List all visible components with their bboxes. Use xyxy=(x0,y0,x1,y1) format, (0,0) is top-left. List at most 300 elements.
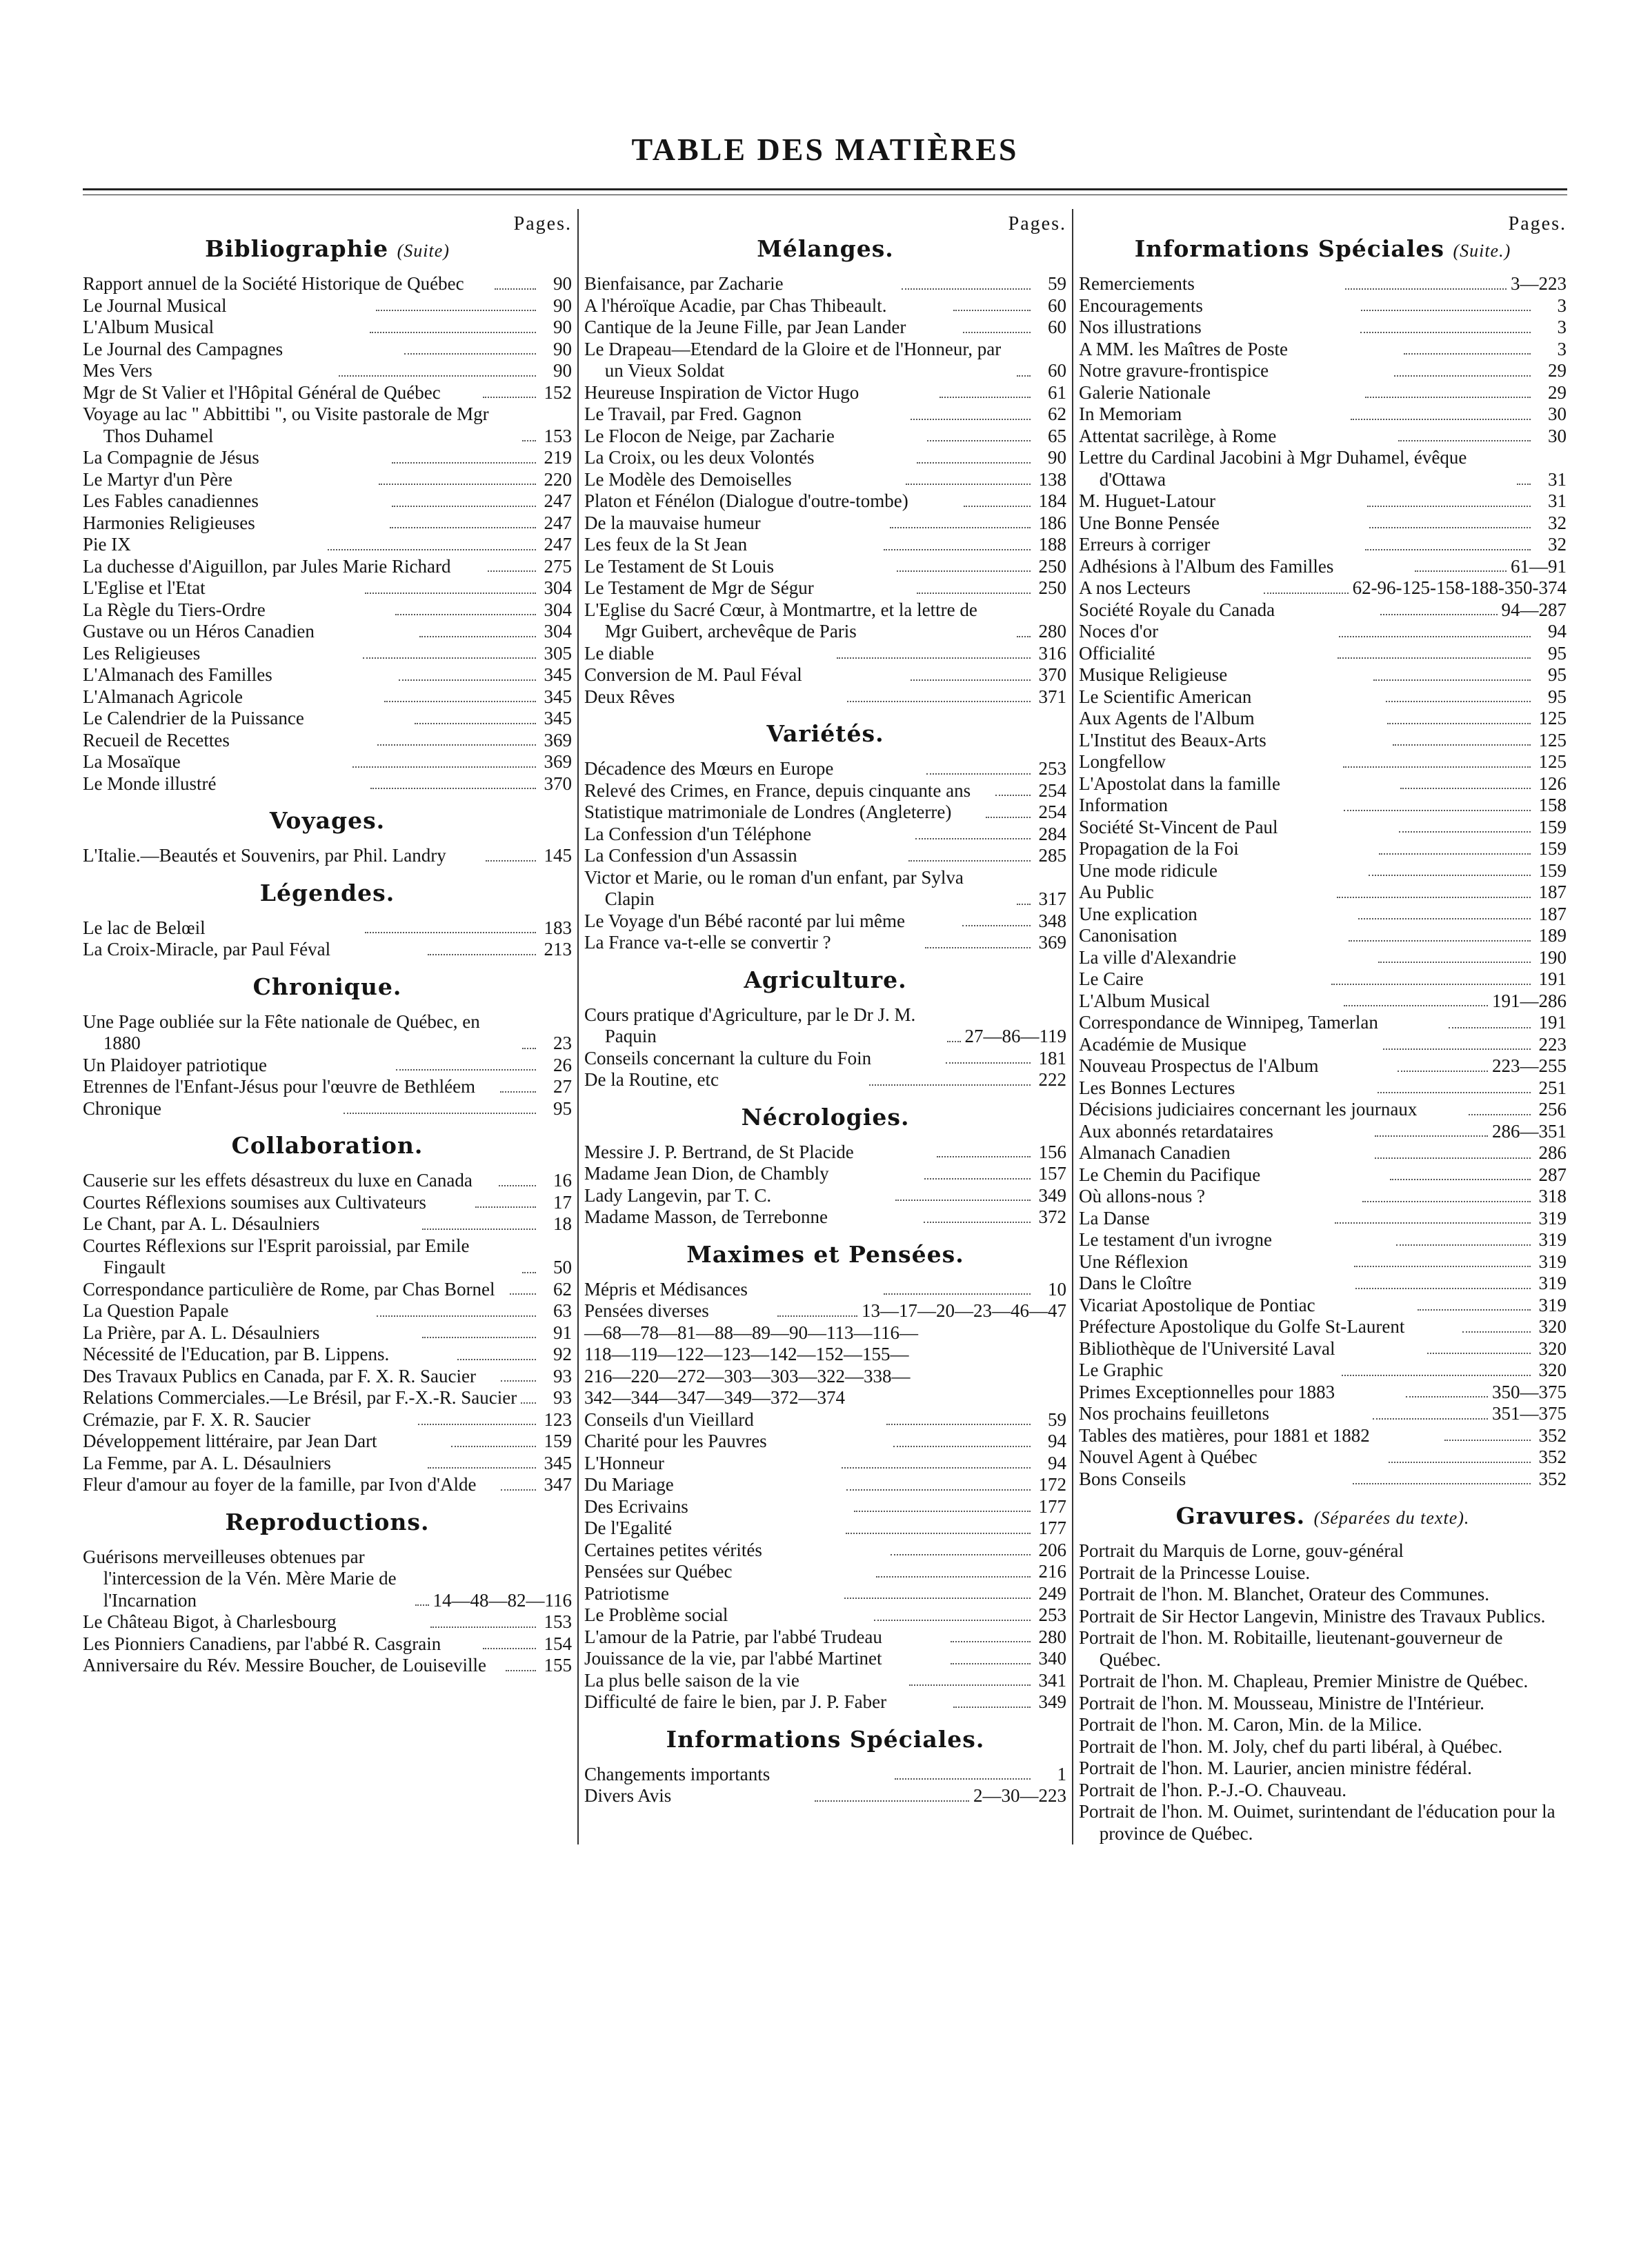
entry-page: 319 xyxy=(1538,1251,1567,1272)
toc-entry xyxy=(584,1764,1066,1786)
entry-page: 94 xyxy=(1048,1431,1066,1451)
entry-title: Messire J. P. Bertrand, de St Placide xyxy=(584,1141,854,1162)
section-heading xyxy=(584,1726,1066,1753)
toc-entry xyxy=(1079,577,1567,599)
entry-title: La Confession d'un Assassin xyxy=(584,845,797,866)
toc-entry xyxy=(83,534,572,556)
dot-leader xyxy=(339,375,536,377)
dot-leader xyxy=(1396,1244,1531,1246)
page-title: TABLE DES MATIÈRES xyxy=(631,132,1019,167)
entry-page: 275 xyxy=(544,555,573,577)
toc-entry xyxy=(1079,1693,1567,1715)
toc-entry xyxy=(584,758,1066,780)
entry-title: Gustave ou un Héros Canadien xyxy=(83,621,315,641)
section-heading-text: Informations Spéciales xyxy=(1134,235,1444,262)
entry-title: Le Modèle des Demoiselles xyxy=(584,468,792,490)
toc-entry xyxy=(584,1691,1066,1713)
dot-leader xyxy=(495,288,536,290)
entry-title: Primes Exceptionnelles pour 1883 xyxy=(1079,1381,1335,1402)
entry-page: 184 xyxy=(1038,490,1066,511)
entry-title: Le Testament de St Louis xyxy=(584,555,775,577)
section-heading-text: Collaboration. xyxy=(231,1132,424,1159)
toc-entry xyxy=(584,1583,1066,1605)
toc-entry xyxy=(1079,1425,1567,1447)
dot-leader xyxy=(418,1424,537,1425)
dot-leader xyxy=(1394,375,1531,377)
entry-title: Victor et Marie, ou le roman d'un enfant, par Sylva Clapin xyxy=(584,866,964,909)
entry-title: Le Chemin du Pacifique xyxy=(1079,1164,1261,1185)
toc-entry xyxy=(83,1344,572,1366)
entry-page: 206 xyxy=(1038,1539,1067,1560)
toc-entry xyxy=(584,686,1066,708)
entry-title: La ville d'Alexandrie xyxy=(1079,946,1237,968)
entry-page: 60 xyxy=(1048,295,1066,316)
dot-leader xyxy=(501,1489,536,1491)
toc-entry xyxy=(83,317,572,339)
entry-title: Une Bonne Pensée xyxy=(1079,512,1220,533)
dot-leader xyxy=(1399,831,1531,833)
dot-leader xyxy=(499,1185,536,1186)
entry-title: Longfellow xyxy=(1079,751,1166,772)
toc-entry xyxy=(584,599,1066,643)
entry-title: Le Château Bigot, à Charlesbourg xyxy=(83,1611,337,1632)
toc-entry xyxy=(83,1011,572,1055)
entry-title: Mes Vers xyxy=(83,360,152,381)
entry-title: Un Plaidoyer patriotique xyxy=(83,1054,267,1075)
dot-leader xyxy=(1362,1201,1531,1202)
dot-leader xyxy=(1360,332,1531,333)
entry-title: Certaines petites vérités xyxy=(584,1539,762,1560)
entry-title: Le Scientific American xyxy=(1079,686,1252,707)
toc-entry xyxy=(1079,1273,1567,1295)
section-heading xyxy=(83,235,572,262)
entry-title: Les Pionniers Canadiens, par l'abbé R. Casgrain xyxy=(83,1633,441,1654)
entry-list xyxy=(584,1142,1066,1228)
pages-header: Pages. xyxy=(1508,213,1567,235)
title-rule xyxy=(83,188,1567,195)
dot-leader xyxy=(947,1041,961,1042)
toc-entry xyxy=(1079,882,1567,904)
toc-entry xyxy=(584,1387,1066,1409)
dot-leader xyxy=(915,838,1031,839)
entry-list xyxy=(1079,273,1567,1490)
entry-title: Le Travail, par Fred. Gagnon xyxy=(584,404,802,424)
toc-entry xyxy=(584,824,1066,846)
section-heading-text: Chronique. xyxy=(252,973,402,1000)
dot-leader xyxy=(404,353,536,355)
entry-page: 65 xyxy=(1048,425,1067,446)
entry-title: Le Journal Musical xyxy=(83,295,227,316)
entry-title: Le Chant, par A. L. Désaulniers xyxy=(83,1213,320,1234)
entry-page: 284 xyxy=(1038,823,1066,844)
entry-page: 138 xyxy=(1038,468,1067,490)
entry-page: 253 xyxy=(1038,758,1067,779)
entry-page: 247 xyxy=(544,534,572,555)
toc-entry xyxy=(1079,795,1567,817)
entry-title: Portrait du Marquis de Lorne, gouv-général xyxy=(1079,1540,1404,1561)
toc-entry xyxy=(1079,1780,1567,1802)
toc-entry xyxy=(1079,838,1567,860)
entry-title: Portrait de Sir Hector Langevin, Ministre des Travaux Publics. xyxy=(1079,1605,1546,1627)
dot-leader xyxy=(854,1511,1031,1512)
toc-entry xyxy=(83,773,572,795)
dot-leader xyxy=(396,1069,536,1071)
toc-entry xyxy=(584,1474,1066,1496)
entry-page: 177 xyxy=(1038,1495,1067,1517)
entry-page: 352 xyxy=(1538,1468,1567,1489)
entry-title: Le Testament de Mgr de Ségur xyxy=(584,577,814,598)
dot-leader xyxy=(884,549,1031,550)
entry-title: Courtes Réflexions soumises aux Cultivateurs xyxy=(83,1191,426,1213)
entry-title: Le Journal des Campagnes xyxy=(83,338,284,359)
toc-entry xyxy=(584,1366,1066,1388)
entry-page: 305 xyxy=(544,642,572,664)
dot-leader xyxy=(844,1598,1031,1599)
dot-leader xyxy=(897,570,1031,572)
entry-title: Divers Avis xyxy=(584,1785,672,1806)
entry-page: 95 xyxy=(1548,664,1567,685)
entry-page: 177 xyxy=(1038,1518,1067,1538)
dot-leader xyxy=(902,288,1031,290)
dot-leader xyxy=(946,1062,1031,1064)
toc-entry xyxy=(1079,1446,1567,1469)
entry-page: 341 xyxy=(1038,1669,1067,1691)
toc-entry xyxy=(584,1648,1066,1670)
entry-page: 216 xyxy=(1038,1561,1066,1582)
toc-entry xyxy=(83,1387,572,1409)
entry-title: Bibliothèque de l'Université Laval xyxy=(1079,1337,1335,1359)
dot-leader xyxy=(906,484,1031,485)
dot-leader xyxy=(510,1293,536,1295)
entry-page: 191—286 xyxy=(1492,990,1567,1011)
entry-title: Le diable xyxy=(584,642,655,664)
toc-entry xyxy=(1079,904,1567,926)
entry-title: Des Travaux Publics en Canada, par F. X. R. Saucier xyxy=(83,1365,477,1386)
dot-leader xyxy=(911,419,1031,420)
entry-page: 90 xyxy=(553,317,573,337)
section-heading-text: Reproductions. xyxy=(225,1508,430,1535)
toc-entry xyxy=(83,1633,572,1655)
entry-title: L'Eglise et l'Etat xyxy=(83,577,206,598)
dot-leader xyxy=(451,1446,536,1447)
entry-title: Où allons-nous ? xyxy=(1079,1186,1205,1206)
entry-title: Conversion de M. Paul Féval xyxy=(584,664,802,685)
dot-leader xyxy=(1335,1222,1531,1224)
toc-entry xyxy=(1079,1403,1567,1425)
dot-leader xyxy=(522,440,536,441)
entry-page: 318 xyxy=(1538,1186,1567,1206)
entry-page: 61 xyxy=(1048,381,1066,403)
entry-page: 345 xyxy=(544,1452,572,1473)
section-heading-text: Gravures. xyxy=(1175,1502,1306,1529)
dot-leader xyxy=(895,1200,1031,1201)
entry-page: 62 xyxy=(1048,404,1067,424)
dot-leader xyxy=(777,1315,857,1317)
toc-entry xyxy=(584,1206,1066,1228)
dot-leader xyxy=(1373,679,1531,681)
entry-title: Portrait de l'hon. M. Chapleau, Premier Ministre de Québec. xyxy=(1079,1671,1529,1691)
dot-leader xyxy=(384,701,536,702)
column-3 xyxy=(1072,209,1567,1844)
toc-entry xyxy=(1079,991,1567,1013)
toc-entry xyxy=(83,917,572,939)
toc-entry xyxy=(83,556,572,578)
toc-entry xyxy=(83,1170,572,1192)
dot-leader xyxy=(1337,897,1531,898)
dot-leader xyxy=(430,1627,536,1628)
toc-entry xyxy=(1079,730,1567,752)
dot-leader xyxy=(1469,1114,1531,1115)
entry-page: 157 xyxy=(1038,1163,1067,1184)
toc-entry xyxy=(83,686,572,708)
entry-title: Portrait de la Princesse Louise. xyxy=(1079,1562,1311,1583)
toc-entry xyxy=(1079,317,1567,339)
dot-leader xyxy=(365,932,536,933)
entry-title: De la Routine, etc xyxy=(584,1069,719,1090)
entry-title: Le lac de Belœil xyxy=(83,917,206,938)
toc-entry xyxy=(83,513,572,535)
dot-leader xyxy=(1351,419,1531,420)
dot-leader xyxy=(428,954,536,955)
toc-entry xyxy=(1079,382,1567,404)
entry-page: 213 xyxy=(544,939,573,959)
toc-entry xyxy=(584,1142,1066,1164)
toc-entry xyxy=(584,1409,1066,1431)
entry-page: 10 xyxy=(1048,1278,1066,1300)
toc-entry xyxy=(1079,817,1567,839)
dot-leader xyxy=(891,1554,1031,1555)
dot-leader xyxy=(506,1670,536,1671)
entry-page: 189 xyxy=(1538,925,1567,946)
toc-entry xyxy=(584,1344,1066,1366)
toc-entry xyxy=(83,1076,572,1098)
section-heading xyxy=(584,235,1066,262)
toc-entry xyxy=(83,577,572,599)
entry-title: Crémazie, par F. X. R. Saucier xyxy=(83,1409,310,1430)
dot-leader xyxy=(1353,1483,1531,1484)
toc-entry xyxy=(584,295,1066,317)
entry-title: L'Album Musical xyxy=(83,317,215,337)
entry-page: 369 xyxy=(544,729,572,750)
entry-page: 30 xyxy=(1548,425,1567,446)
entry-page: 90 xyxy=(553,273,573,294)
dot-leader xyxy=(500,1091,536,1093)
entry-page: 94 xyxy=(1048,1452,1066,1473)
toc-entry xyxy=(83,1474,572,1496)
toc-entry xyxy=(584,447,1066,469)
dot-leader xyxy=(1378,1092,1531,1093)
entry-title: Portrait de l'hon. M. Joly, chef du parti libéral, à Québec. xyxy=(1079,1735,1503,1757)
section-heading xyxy=(83,973,572,1000)
dot-leader xyxy=(344,1113,537,1114)
dot-leader xyxy=(1378,962,1531,963)
dot-leader xyxy=(1345,288,1507,290)
dot-leader xyxy=(951,1663,1031,1664)
entry-page: 62 xyxy=(553,1278,573,1300)
toc-entry xyxy=(584,1604,1066,1627)
entry-page: 320 xyxy=(1538,1316,1567,1337)
entry-page: 247 xyxy=(544,512,573,533)
toc-entry xyxy=(584,490,1066,513)
entry-title: M. Huguet-Latour xyxy=(1079,490,1215,511)
column-2 xyxy=(577,209,1072,1844)
entry-page: 222 xyxy=(1038,1069,1066,1090)
entry-title: Le Flocon de Neige, par Zacharie xyxy=(584,425,835,446)
entry-page: 249 xyxy=(1038,1582,1066,1604)
entry-title: Changements importants xyxy=(584,1763,771,1784)
dot-leader xyxy=(1462,1331,1531,1333)
entry-title: La Femme, par A. L. Désaulniers xyxy=(83,1452,331,1473)
toc-entry xyxy=(83,1366,572,1388)
toc-entry xyxy=(83,643,572,665)
section-heading xyxy=(584,1241,1066,1268)
dot-leader xyxy=(876,1576,1031,1578)
entry-title: —68—78—81—88—89—90—113—116— xyxy=(584,1322,918,1343)
entry-title: Pensées diverses xyxy=(584,1300,709,1321)
entry-page: 287 xyxy=(1538,1164,1567,1185)
dot-leader xyxy=(522,1272,536,1273)
toc-entry xyxy=(1079,751,1567,773)
entry-page: 286 xyxy=(1538,1142,1567,1163)
dot-leader xyxy=(483,397,536,398)
entry-title: Nos illustrations xyxy=(1079,317,1202,337)
toc-entry xyxy=(1079,1077,1567,1100)
entry-title: Notre gravure-frontispice xyxy=(1079,360,1269,381)
entry-page: 60 xyxy=(1048,317,1066,337)
entry-title: Deux Rêves xyxy=(584,686,675,707)
entry-page: 345 xyxy=(544,664,572,685)
dot-leader xyxy=(995,795,1031,796)
entry-title: Le Martyr d'un Père xyxy=(83,468,233,490)
dot-leader xyxy=(940,397,1031,398)
entry-page: 30 xyxy=(1548,404,1567,424)
entry-title: Décisions judiciaires concernant les journaux xyxy=(1079,1099,1418,1120)
dot-leader xyxy=(815,1800,969,1802)
entry-title: Nouvel Agent à Québec xyxy=(1079,1446,1258,1467)
entry-title: Harmonies Religieuses xyxy=(83,512,255,533)
entry-title: 118—119—122—123—142—152—155— xyxy=(584,1344,909,1364)
entry-page: 187 xyxy=(1538,882,1567,902)
entry-page: 188 xyxy=(1038,534,1067,555)
entry-title: Madame Masson, de Terrebonne xyxy=(584,1206,828,1227)
dot-leader xyxy=(1375,1135,1488,1137)
entry-title: Fleur d'amour au foyer de la famille, par Ivon d'Alde xyxy=(83,1474,477,1495)
entry-page: 26 xyxy=(553,1054,573,1075)
entry-title: Le Calendrier de la Puissance xyxy=(83,708,304,728)
section-heading xyxy=(584,1104,1066,1131)
entry-title: Une Page oubliée sur la Fête nationale de Québec, en 1880 xyxy=(83,1011,480,1053)
entry-title: Les feux de la St Jean xyxy=(584,534,748,555)
entry-title: Le testament d'un ivrogne xyxy=(1079,1229,1273,1250)
entry-title: Développement littéraire, par Jean Dart xyxy=(83,1431,377,1451)
entry-title: Au Public xyxy=(1079,882,1154,902)
toc-entry xyxy=(83,1279,572,1301)
entry-page: 93 xyxy=(553,1387,572,1408)
toc-entry xyxy=(1079,513,1567,535)
toc-entry xyxy=(83,1322,572,1344)
dot-leader xyxy=(1342,1375,1531,1376)
toc-entry xyxy=(1079,1671,1567,1693)
toc-entry xyxy=(584,404,1066,426)
entry-page: 31 xyxy=(1548,468,1567,490)
entry-page: 92 xyxy=(553,1344,573,1364)
entry-title: Aux Agents de l'Album xyxy=(1079,708,1255,728)
dot-leader xyxy=(352,766,536,768)
entry-title: 342—344—347—349—372—374 xyxy=(584,1387,845,1408)
dot-leader xyxy=(917,462,1031,464)
entry-page: 90 xyxy=(553,360,572,381)
section-heading-suffix: (Suite) xyxy=(397,241,450,261)
toc-entry xyxy=(1079,968,1567,991)
entry-title: Courtes Réflexions sur l'Esprit paroissial, par Emile Fingault xyxy=(83,1235,470,1277)
toc-entry xyxy=(1079,773,1567,795)
toc-entry xyxy=(83,621,572,643)
entry-page: 125 xyxy=(1538,729,1567,750)
dot-leader xyxy=(1404,353,1531,355)
toc-entry xyxy=(1079,1714,1567,1736)
entry-page: 159 xyxy=(1538,838,1567,859)
entry-title: Patriotisme xyxy=(584,1582,669,1604)
toc-entry xyxy=(83,708,572,730)
toc-entry xyxy=(1079,1736,1567,1758)
toc-entry xyxy=(584,1322,1066,1344)
entry-page: 220 xyxy=(544,468,573,490)
entry-title: Vicariat Apostolique de Pontiac xyxy=(1079,1294,1315,1315)
toc-entry xyxy=(1079,404,1567,426)
entry-list xyxy=(584,1279,1066,1713)
entry-title: Le Graphic xyxy=(1079,1360,1164,1380)
entry-title: Le Caire xyxy=(1079,968,1144,989)
entry-title: L'Italie.—Beautés et Souvenirs, par Phil. Landry xyxy=(83,845,446,866)
dot-leader xyxy=(392,462,536,464)
entry-title: L'Almanach Agricole xyxy=(83,686,243,707)
dot-leader xyxy=(927,440,1031,441)
dot-leader xyxy=(1355,1288,1531,1289)
entry-title: Société St-Vincent de Paul xyxy=(1079,816,1278,837)
toc-entry xyxy=(584,556,1066,578)
entry-title: Recueil de Recettes xyxy=(83,729,230,750)
entry-page: 254 xyxy=(1038,779,1066,801)
entry-page: 319 xyxy=(1538,1294,1567,1315)
dot-leader xyxy=(415,1604,429,1606)
section-heading xyxy=(83,879,572,906)
dot-leader xyxy=(1017,636,1031,637)
dot-leader xyxy=(1343,766,1531,768)
entry-list xyxy=(83,917,572,961)
dot-leader xyxy=(1375,1157,1531,1159)
entry-title: Officialité xyxy=(1079,642,1155,664)
dot-leader xyxy=(1449,1027,1531,1028)
entry-title: Information xyxy=(1079,795,1168,815)
toc-entry xyxy=(584,1785,1066,1807)
entry-title: Relations Commerciales.—Le Brésil, par F.-X.-R. Saucier xyxy=(83,1387,517,1408)
entry-title: La France va-t-elle se convertir ? xyxy=(584,932,831,953)
dot-leader xyxy=(917,593,1031,594)
toc-entry xyxy=(584,643,1066,665)
entry-page: 91 xyxy=(553,1322,573,1343)
dot-leader xyxy=(475,1206,536,1208)
entry-page: 320 xyxy=(1538,1360,1567,1380)
entry-title: Des Ecrivains xyxy=(584,1495,688,1517)
entry-title: Préfecture Apostolique du Golfe St-Laurent xyxy=(1079,1316,1405,1337)
dot-leader xyxy=(1264,593,1348,594)
dot-leader xyxy=(522,1048,536,1049)
toc-entry xyxy=(83,751,572,773)
toc-entry xyxy=(1079,1627,1567,1671)
entry-title: Correspondance de Winnipeg, Tamerlan xyxy=(1079,1012,1378,1033)
toc-entry xyxy=(584,1431,1066,1453)
entry-page: 256 xyxy=(1538,1099,1567,1120)
